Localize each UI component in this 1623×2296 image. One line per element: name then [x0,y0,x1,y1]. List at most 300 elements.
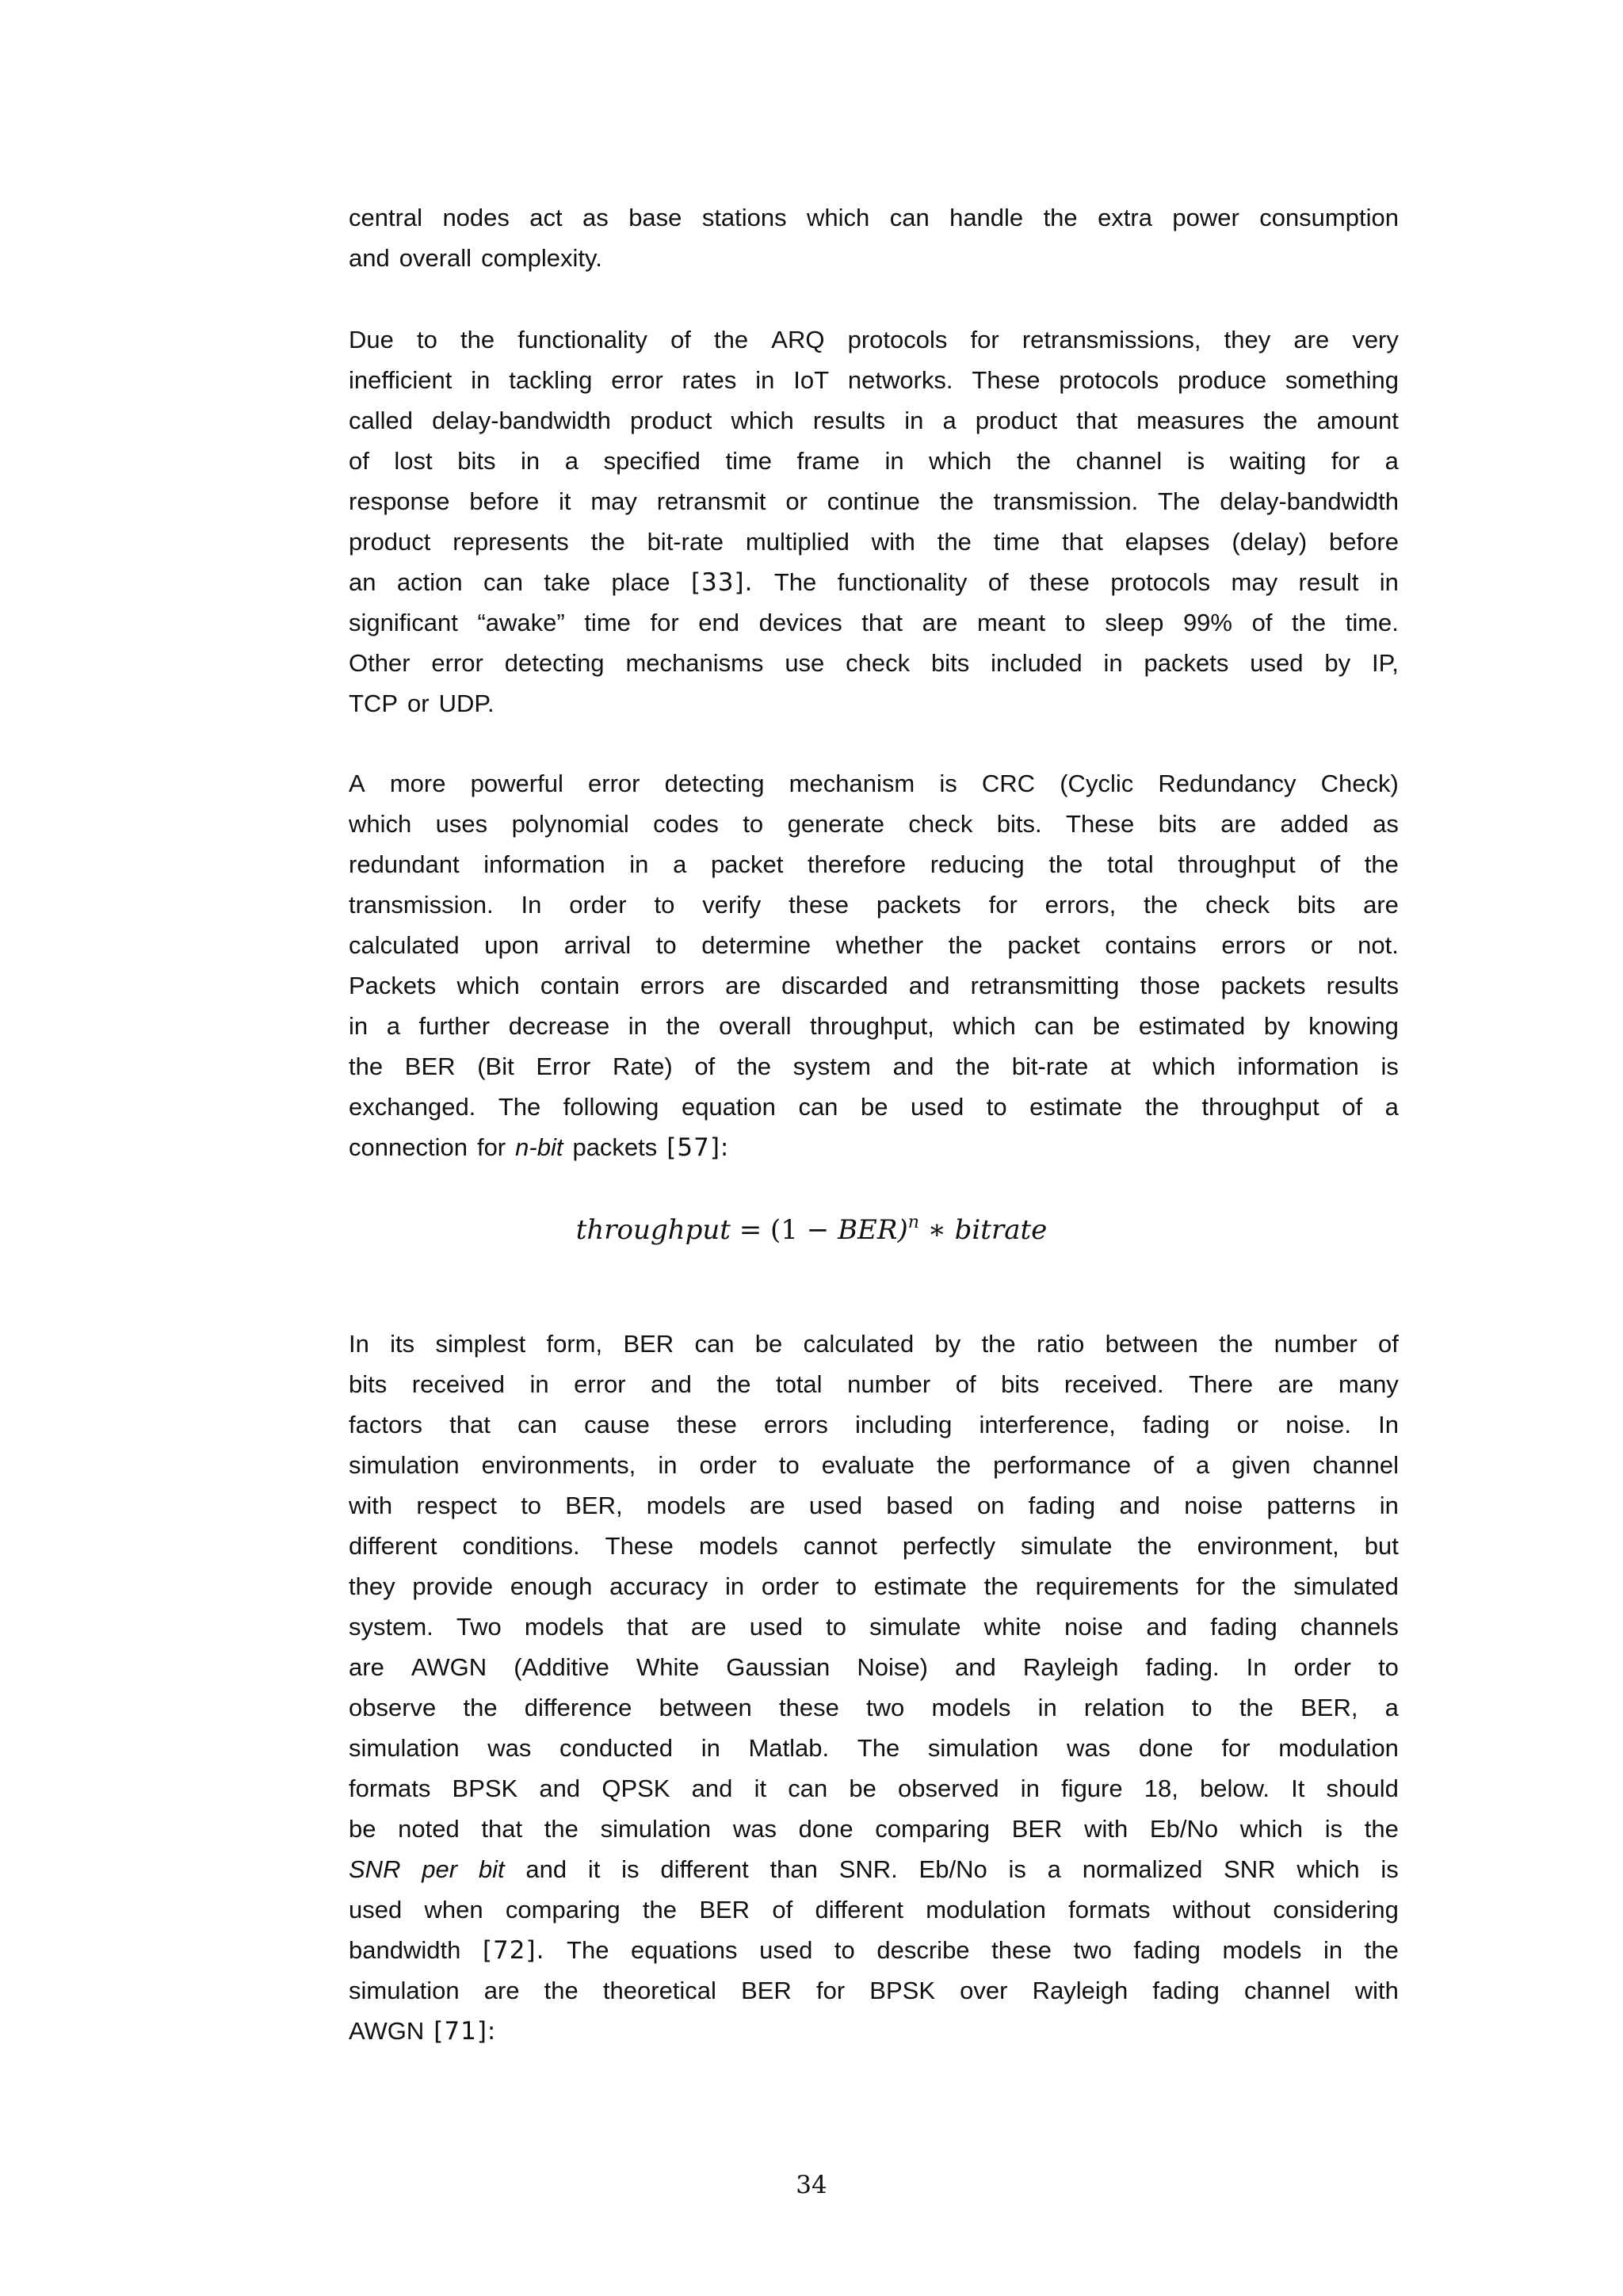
word: the [544,1977,579,2004]
word: equation [681,1093,776,1121]
word: CRC [981,770,1036,797]
word: bit-rate [647,528,724,556]
word: it [754,1775,767,1802]
word: detecting [664,770,765,797]
word: form, [546,1330,603,1358]
text-line [349,360,1399,400]
word: relation [1083,1694,1165,1721]
word: reducing [930,850,1025,878]
word: bits [931,649,970,677]
word: its [390,1330,415,1358]
word: check [908,810,973,838]
word: mechanism [789,770,915,797]
word: Redundancy [1158,770,1296,797]
word: models [524,1613,604,1641]
word: errors [763,1411,828,1438]
word: are [749,1492,785,1519]
word: conducted [559,1734,674,1762]
word: given [1232,1451,1291,1479]
word: which [1239,1815,1304,1843]
word: or [1310,931,1333,959]
word: stations [701,204,787,231]
word: or [407,690,430,717]
word: on [976,1492,1005,1519]
word: a [1196,1451,1210,1479]
word: use [785,649,825,677]
word: the [544,1815,579,1843]
text-line [349,1889,1399,1930]
word: [33]. [690,568,754,597]
word: extra [1098,204,1152,231]
text-line [349,1046,1399,1087]
word: with [349,1492,393,1519]
word: and [892,1052,934,1080]
word: delay-bandwidth [1220,487,1399,515]
word: be [754,1330,783,1358]
word: interference, [979,1411,1116,1438]
word: SNR [349,1855,401,1883]
text-line [349,1324,1399,1364]
word: below. [1200,1775,1270,1802]
word: SNR. [838,1855,898,1883]
word: time [993,528,1041,556]
word: can [483,568,524,596]
word: the [939,487,974,515]
word: used [1250,649,1304,677]
word: error [588,770,640,797]
word: The [567,1936,609,1964]
equation-equals: = [739,1214,762,1246]
word: more [389,770,446,797]
word: these [1029,568,1090,596]
word: for [1221,1734,1251,1762]
text-line [349,1849,1399,1889]
text-line [349,1768,1399,1809]
word: when [424,1896,483,1924]
word: overall [399,244,472,272]
word: the [716,1370,751,1398]
word: in [349,1012,369,1040]
word: bits [457,447,496,475]
word: simulation [600,1815,712,1843]
word: difference [524,1694,632,1721]
text-line [349,884,1399,925]
word: noise [1064,1613,1124,1641]
word: ratio [1036,1330,1085,1358]
word: equations [631,1936,738,1964]
word: system. [349,1613,433,1641]
word: a [942,407,957,434]
word: used [808,1492,863,1519]
word: measures [1136,407,1245,434]
word: mechanisms [625,649,764,677]
word: throughput, [810,1012,934,1040]
word: in [658,1451,678,1479]
word: and [955,1653,996,1681]
word: between [1105,1330,1198,1358]
word: protocols [847,326,948,353]
word: modulation [926,1896,1046,1924]
word: performance [993,1451,1132,1479]
word: which [456,972,520,999]
word: order [1293,1653,1351,1681]
word: and [525,1855,567,1883]
word: but [1364,1532,1399,1560]
word: packets [876,891,961,919]
word: information [483,850,605,878]
word: that [1062,528,1103,556]
word: fading [1133,1936,1201,1964]
word: check [1205,891,1270,919]
word: bits [349,1370,388,1398]
word: in [1323,1936,1343,1964]
word: ARQ [771,326,825,353]
word: The [857,1734,900,1762]
word: packets [1220,972,1306,999]
word: in [1379,568,1399,596]
word: act [529,204,563,231]
word: end [698,609,739,636]
paragraph-1 [349,197,1399,278]
word: in [724,1572,745,1600]
word: redundant [349,850,460,878]
word: to [1378,1653,1399,1681]
word: AWGN [411,1653,487,1681]
word: which [1152,1052,1216,1080]
word: simulation [349,1734,460,1762]
word: the [981,1330,1016,1358]
word: of [987,568,1009,596]
word: the [1219,1330,1254,1358]
word: error [431,649,483,677]
word: before [469,487,540,515]
text-line [349,1566,1399,1606]
word: was [732,1815,777,1843]
word: Check) [1320,770,1399,797]
word: are [1363,891,1399,919]
word: can [889,204,930,231]
word: order [569,891,627,919]
word: IP, [1371,649,1399,677]
word: the [1364,850,1399,878]
word: perfectly [902,1532,996,1560]
word: (Additive [514,1653,609,1681]
word: codes [653,810,719,838]
word: the [1137,1532,1172,1560]
word: throughput [1201,1093,1319,1121]
word: many [1338,1370,1399,1398]
word: The [1158,487,1201,515]
word: elapses [1125,528,1210,556]
word: by [934,1330,961,1358]
word: which [1296,1855,1360,1883]
page-number: 34 [796,2171,827,2199]
word: patterns [1266,1492,1356,1519]
word: In [1246,1653,1267,1681]
word: observed [898,1775,999,1802]
word: 18, [1144,1775,1178,1802]
word: simplest [435,1330,526,1358]
word: factors [349,1411,423,1438]
word: in [529,1370,549,1398]
word: used [349,1896,403,1924]
word: Noise) [857,1653,928,1681]
word: channel [1243,1977,1331,2004]
word: is [1324,1815,1343,1843]
word: “awake” [477,609,565,636]
word: order [699,1451,757,1479]
word: produce [1178,366,1267,394]
word: these [789,891,849,919]
word: functionality [517,326,647,353]
word: (delay) [1232,528,1308,556]
word: these [778,1694,839,1721]
word: accuracy [609,1572,708,1600]
word: tackling [509,366,593,394]
word: There [1189,1370,1254,1398]
word: that [861,609,903,636]
word: in [1379,1492,1399,1519]
word: Due [349,326,394,353]
paragraph-4 [349,1324,1399,2051]
word: the [714,326,749,353]
word: to [826,1613,846,1641]
word: polynomial [511,810,629,838]
word: BER, [1300,1694,1358,1721]
word: two [1073,1936,1112,1964]
text-line [349,602,1399,643]
word: functionality [837,568,968,596]
text-line [349,1687,1399,1728]
word: results [812,407,886,434]
word: product [349,528,431,556]
text-line [349,400,1399,441]
word: cause [584,1411,650,1438]
word: packets [1144,649,1229,677]
word: models [698,1532,778,1560]
word: the [1043,204,1078,231]
word: contain [540,972,620,999]
word: bits. [996,810,1042,838]
word: The [498,1093,541,1121]
word: not. [1358,931,1399,959]
word: and [349,244,390,272]
word: used [759,1936,813,1964]
word: very [1352,326,1399,353]
text-line [349,804,1399,844]
word: by [1324,649,1351,677]
word: is [1186,447,1205,475]
word: respect [416,1492,497,1519]
word: estimate [873,1572,967,1600]
word: packets [572,1133,658,1161]
text-line [349,1006,1399,1046]
word: be [1092,1012,1121,1040]
word: can [517,1411,557,1438]
word: evaluate [821,1451,915,1479]
word: considering [1273,1896,1399,1924]
text-line [349,1526,1399,1566]
word: are [690,1613,727,1641]
word: the [1048,850,1083,878]
word: with [1354,1977,1399,2004]
word: used [910,1093,964,1121]
word: two [866,1694,905,1721]
word: it [559,487,571,515]
text-line [349,763,1399,804]
word: noted [398,1815,460,1843]
word: discarded [781,972,888,999]
word: it [587,1855,601,1883]
word: further [418,1012,491,1040]
word: whether [835,931,924,959]
equation-minus: − [806,1214,830,1246]
word: bit [478,1855,505,1883]
word: a [673,850,687,878]
word: which [731,407,794,434]
word: environments, [481,1451,636,1479]
word: received. [1064,1370,1164,1398]
word: Two [456,1613,502,1641]
word: errors, [1044,891,1117,919]
word: received [411,1370,505,1398]
word: and [1119,1492,1161,1519]
word: order [761,1572,819,1600]
word: or [1236,1411,1259,1438]
word: as [1373,810,1399,838]
word: the [642,1896,678,1924]
word: comparing [875,1815,991,1843]
word: which [929,447,992,475]
word: number [847,1370,931,1398]
word: (Bit [477,1052,514,1080]
word: formats [1068,1896,1151,1924]
word: in [471,366,491,394]
word: fading [1028,1492,1096,1519]
word: product [629,407,712,434]
word: the [1242,1572,1277,1600]
word: may [1231,568,1278,596]
word: called [349,407,413,434]
word: Matlab. [748,1734,830,1762]
word: a [1047,1855,1061,1883]
word: was [1067,1734,1111,1762]
word: they [349,1572,395,1600]
word: an [349,568,376,596]
word: are [922,609,958,636]
word: exchanged. [349,1093,476,1121]
word: packet [1007,931,1080,959]
word: Gaussian [726,1653,831,1681]
word: normalized [1082,1855,1203,1883]
word: over [960,1977,1008,2004]
word: for [1331,447,1360,475]
word: before [1329,528,1399,556]
text-line [349,1445,1399,1485]
word: [71]: [433,2017,497,2046]
word: the [956,1052,991,1080]
text-line [349,319,1399,360]
equation-times: ∗ [927,1214,946,1246]
word: multiplied [745,528,850,556]
word: channels [1300,1613,1399,1641]
word: total [775,1370,823,1398]
word: simulation [927,1734,1039,1762]
text-line [349,1606,1399,1647]
text-line [349,2011,1399,2051]
word: the [1263,407,1298,434]
word: is [939,770,957,797]
word: of [1342,1093,1363,1121]
word: with [871,528,915,556]
word: bit-rate [1011,1052,1089,1080]
word: of [1251,609,1273,636]
word: IoT [793,366,830,394]
word: TCP [349,690,398,717]
word: than [769,1855,818,1883]
word: white [983,1613,1042,1641]
word: lost [394,447,433,475]
word: Rate) [612,1052,673,1080]
word: result [1298,568,1359,596]
word: time [725,447,773,475]
word: the [460,326,495,353]
word: BER [404,1052,456,1080]
word: in [884,447,904,475]
word: therefore [808,850,907,878]
text-line [349,1127,1399,1167]
word: in [701,1734,720,1762]
text-line [349,844,1399,884]
word: of [1377,1330,1399,1358]
word: Rayleigh [1032,1977,1128,2004]
word: complexity. [481,244,602,272]
word: represents [453,528,569,556]
word: can [1034,1012,1075,1040]
word: of [670,326,691,353]
word: at [1109,1052,1131,1080]
word: is [1381,1855,1399,1883]
word: in [1020,1775,1040,1802]
word: different [660,1855,749,1883]
word: the [1239,1694,1274,1721]
word: Error [536,1052,591,1080]
word: a [1384,1093,1399,1121]
word: check [846,649,911,677]
word: that [1076,407,1118,434]
word: information [1237,1052,1359,1080]
word: for [970,326,999,353]
word: including [855,1411,953,1438]
text-line [349,1647,1399,1687]
word: simulate [1021,1532,1113,1560]
word: errors [640,972,705,999]
word: these [676,1411,737,1438]
word: to [521,1492,542,1519]
word: detecting [504,649,605,677]
word: for [988,891,1018,919]
word: are [1220,810,1257,838]
word: in [629,850,649,878]
word: devices [758,609,842,636]
word: networks. [847,366,953,394]
word: done [798,1815,854,1843]
text-line [349,238,1399,278]
word: in [628,1012,647,1040]
word: be [860,1093,888,1121]
word: time [584,609,631,636]
word: bits [1296,891,1336,919]
